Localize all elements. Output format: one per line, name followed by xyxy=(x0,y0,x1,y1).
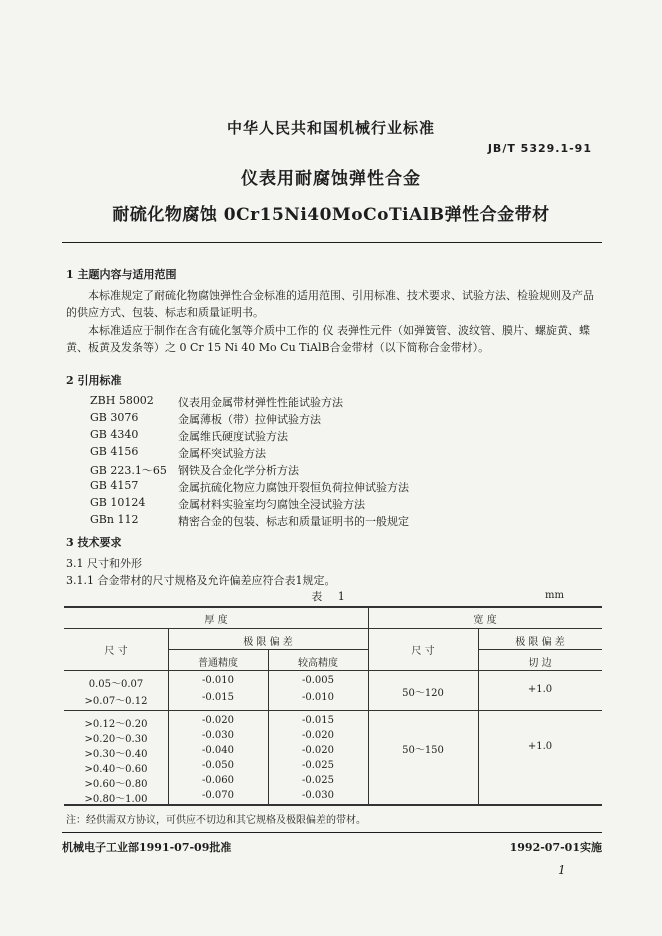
width-size-header: 尺 寸 xyxy=(411,646,435,657)
table-line xyxy=(478,649,602,650)
section-1-paragraph-1: 本标准规定了耐硫化物腐蚀弹性合金标准的适用范围、引用标准、技术要求、试验方法、检验规则及产品的供应方式、包装、标志和质量证明书。 xyxy=(66,289,594,319)
high-precision-header: 较高精度 xyxy=(298,658,338,669)
ref-title: 金属维氏硬度试验方法 xyxy=(178,430,288,443)
ref-title: 金属抗硫化物应力腐蚀开裂恒负荷拉伸试验方法 xyxy=(178,481,409,494)
thickness-size-cell: >0.60～0.80 xyxy=(84,779,148,790)
ref-title: 金属杯突试验方法 xyxy=(178,447,266,460)
normal-precision-header: 普通精度 xyxy=(198,658,238,669)
ref-code: GB 10124 xyxy=(90,496,146,509)
table-line xyxy=(64,710,602,711)
table-unit: mm xyxy=(545,590,564,601)
width-tolerance-cell: +1.0 xyxy=(527,684,553,695)
thickness-size-cell: >0.12～0.20 xyxy=(84,719,148,730)
table-top-border xyxy=(64,606,602,608)
ref-code: GB 4156 xyxy=(90,445,139,458)
normal-tolerance-cell: -0.010 xyxy=(201,675,234,686)
normal-tolerance-cell: -0.040 xyxy=(201,745,234,756)
table-vline xyxy=(368,606,369,804)
ref-title: 精密合金的包装、标志和质量证明书的一般规定 xyxy=(178,515,409,528)
footer-divider xyxy=(62,832,602,833)
normal-tolerance-cell: -0.070 xyxy=(201,790,234,801)
normal-tolerance-cell: -0.015 xyxy=(201,692,234,703)
table-line xyxy=(64,670,602,671)
high-tolerance-cell: -0.020 xyxy=(301,730,334,741)
cut-edge-header: 切 边 xyxy=(528,658,552,669)
ref-code: GB 4340 xyxy=(90,428,139,441)
normal-tolerance-cell: -0.020 xyxy=(201,715,234,726)
table-line xyxy=(64,628,602,629)
thickness-size-cell: >0.20～0.30 xyxy=(84,734,148,745)
ref-title: 钢铁及合金化学分析方法 xyxy=(178,464,299,477)
table-caption: 表 1 xyxy=(311,590,351,603)
high-tolerance-cell: -0.005 xyxy=(301,675,334,686)
thickness-size-cell: >0.30～0.40 xyxy=(84,749,148,760)
thickness-header: 厚 度 xyxy=(204,615,228,626)
title-line-2: 耐硫化物腐蚀 0Cr15Ni40MoCoTiAlB弹性合金带材 xyxy=(112,205,550,225)
thickness-size-header: 尺 寸 xyxy=(104,646,128,657)
clause-3-1: 3.1 尺寸和外形 xyxy=(66,557,142,570)
high-tolerance-cell: -0.025 xyxy=(301,775,334,786)
high-tolerance-cell: -0.020 xyxy=(301,745,334,756)
section-3-heading: 3 技术要求 xyxy=(66,536,122,549)
effective-date: 1992-07-01实施 xyxy=(509,841,602,854)
ref-code: ZBH 58002 xyxy=(90,394,154,407)
thickness-tolerance-header: 极 限 偏 差 xyxy=(243,637,293,648)
table-note: 注：经供需双方协议，可供应不切边和其它规格及极限偏差的带材。 xyxy=(66,815,366,826)
high-tolerance-cell: -0.015 xyxy=(301,715,334,726)
ref-code: GB 223.1～65 xyxy=(90,464,167,477)
ref-title: 仪表用金属带材弹性性能试验方法 xyxy=(178,396,343,409)
high-tolerance-cell: -0.010 xyxy=(301,692,334,703)
high-tolerance-cell: -0.025 xyxy=(301,760,334,771)
ref-title: 金属薄板（带）拉伸试验方法 xyxy=(178,413,321,426)
width-tolerance-cell: +1.0 xyxy=(527,741,553,752)
ref-code: GBn 112 xyxy=(90,513,139,526)
approval-date: 机械电子工业部1991-07-09批准 xyxy=(62,841,232,854)
section-1-heading: 1 主题内容与适用范围 xyxy=(66,268,177,281)
standard-number: JB/T 5329.1-91 xyxy=(487,142,592,155)
page-number: 1 xyxy=(558,863,566,877)
width-size-cell: 50～150 xyxy=(402,745,444,756)
thickness-size-cell: >0.40～0.60 xyxy=(84,764,148,775)
width-size-cell: 50～120 xyxy=(402,688,444,699)
width-header: 宽 度 xyxy=(473,615,497,626)
issuer-heading: 中华人民共和国机械行业标准 xyxy=(226,119,435,137)
normal-tolerance-cell: -0.050 xyxy=(201,760,234,771)
normal-tolerance-cell: -0.030 xyxy=(201,730,234,741)
thickness-size-cell: >0.80～1.00 xyxy=(84,794,148,805)
clause-3-1-1: 3.1.1 合金带材的尺寸规格及允许偏差应符合表1规定。 xyxy=(66,574,336,587)
title-line-1: 仪表用耐腐蚀弹性合金 xyxy=(241,169,421,189)
normal-tolerance-cell: -0.060 xyxy=(201,775,234,786)
ref-code: GB 3076 xyxy=(90,411,139,424)
width-tolerance-header: 极 限 偏 差 xyxy=(515,637,565,648)
title-divider xyxy=(62,242,602,243)
thickness-size-cell: 0.05～0.07 xyxy=(88,679,144,690)
section-1-paragraph-2: 本标准适应于制作在含有硫化氢等介质中工作的 仪 表弹性元件（如弹簧管、波纹管、膜片、螺旋黄、蝶黄、板黄及发条等）之 0 Cr 15 Ni 40 Mo Cu TiAlB合金带材（以下简称合金带材）。 xyxy=(66,324,590,354)
high-tolerance-cell: -0.030 xyxy=(301,790,334,801)
ref-code: GB 4157 xyxy=(90,479,139,492)
thickness-size-cell: >0.07～0.12 xyxy=(84,696,148,707)
section-2-heading: 2 引用标准 xyxy=(66,374,122,387)
ref-title: 金属材料实验室均匀腐蚀全浸试验方法 xyxy=(178,498,365,511)
